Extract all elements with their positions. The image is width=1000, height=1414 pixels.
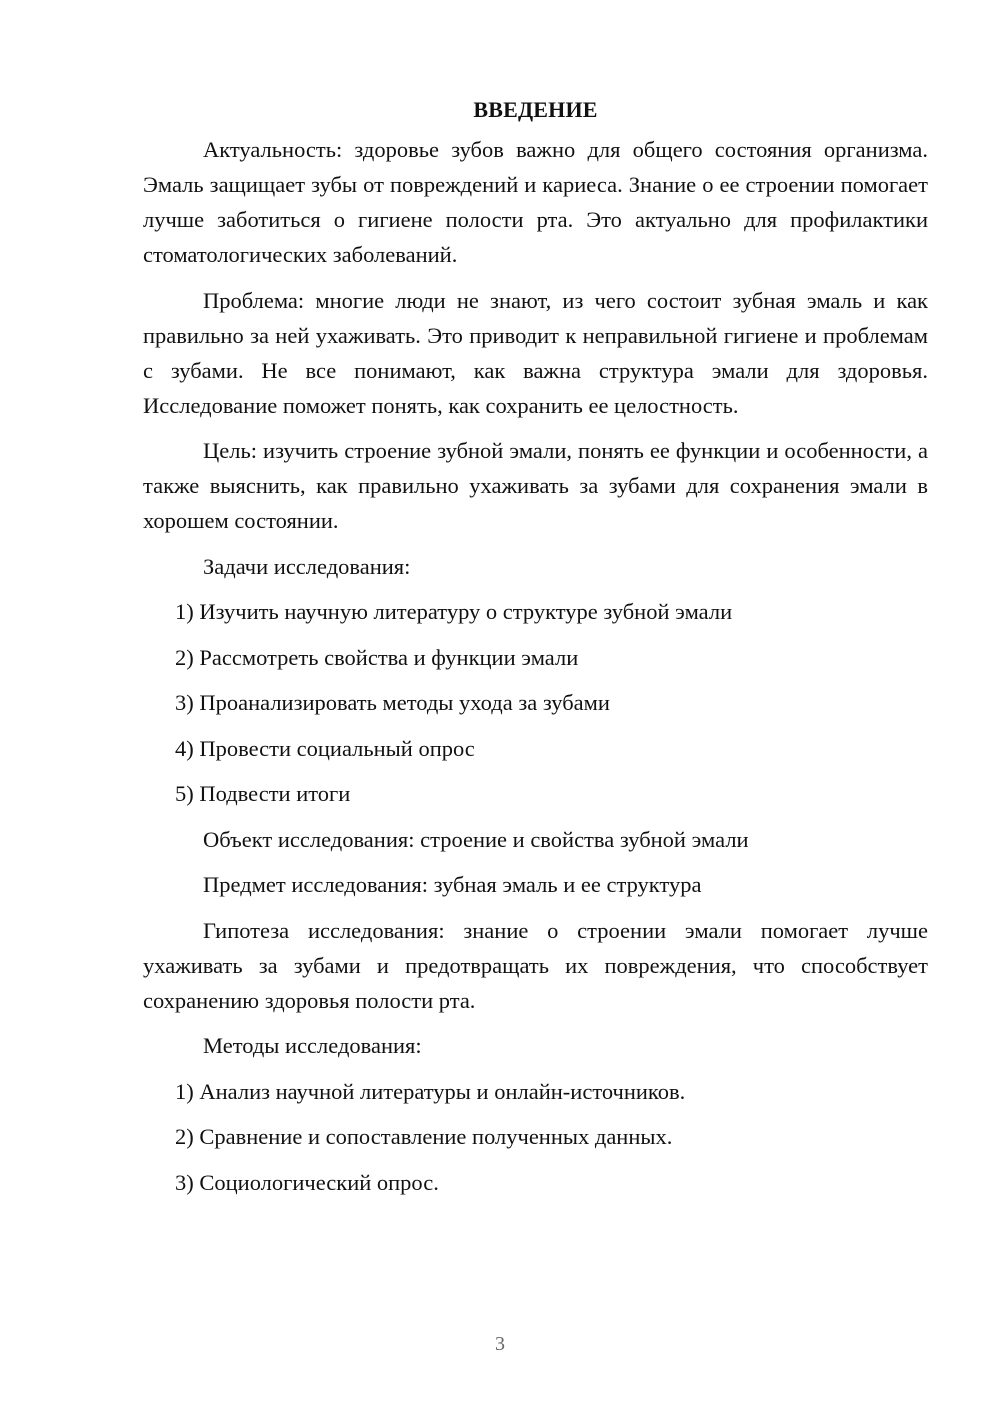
list-item: 2) Рассмотреть свойства и функции эмали [175,644,579,670]
problem-paragraph: Проблема: многие люди не знают, из чего состоит зубная эмаль и как правильно за ней ухаживать. Это приводит к неправильной гигиене и проблемам с зубами. Не все понимают, как важна структура эмали для здоровья. Исследование поможет понять, как сохранить ее целостность. [143,287,928,418]
tasks-title: Задачи исследования: [203,553,411,579]
hypothesis-paragraph: Гипотеза исследования: знание о строении эмали помогает лучше ухаживать за зубами и предотвращать их повреждения, что способствует сохранению здоровья полости рта. [143,917,928,1013]
research-object: Объект исследования: строение и свойства зубной эмали [203,826,749,852]
list-item: 3) Социологический опрос. [175,1169,439,1195]
list-item: 2) Сравнение и сопоставление полученных данных. [175,1124,673,1149]
list-item: 5) Подвести итоги [175,781,351,806]
relevance-paragraph: Актуальность: здоровье зубов важно для общего состояния организма. Эмаль защищает зубы от повреждений и кариеса. Знание о ее строении помогает лучше заботиться о гигиене полости рта. Это актуально для профилактики стоматологических заболеваний. [143,137,928,267]
list-item: 4) Провести социальный опрос [175,735,475,761]
document-page [143,92,928,1210]
research-subject: Предмет исследования: зубная эмаль и ее структура [203,872,702,897]
goal-paragraph: Цель: изучить строение зубной эмали, понять ее функции и особенности, а также выяснить, как правильно ухаживать за зубами для сохранения эмали в хорошем состоянии. [143,438,928,533]
page-title: ВВЕДЕНИЕ [473,97,598,122]
list-item: 1) Анализ научной литературы и онлайн-источников. [175,1078,686,1104]
page-number: 3 [495,1333,505,1355]
list-item: 1) Изучить научную литературу о структуре зубной эмали [175,599,733,624]
list-item: 3) Проанализировать методы ухода за зубами [175,690,610,715]
methods-title: Методы исследования: [203,1033,422,1058]
